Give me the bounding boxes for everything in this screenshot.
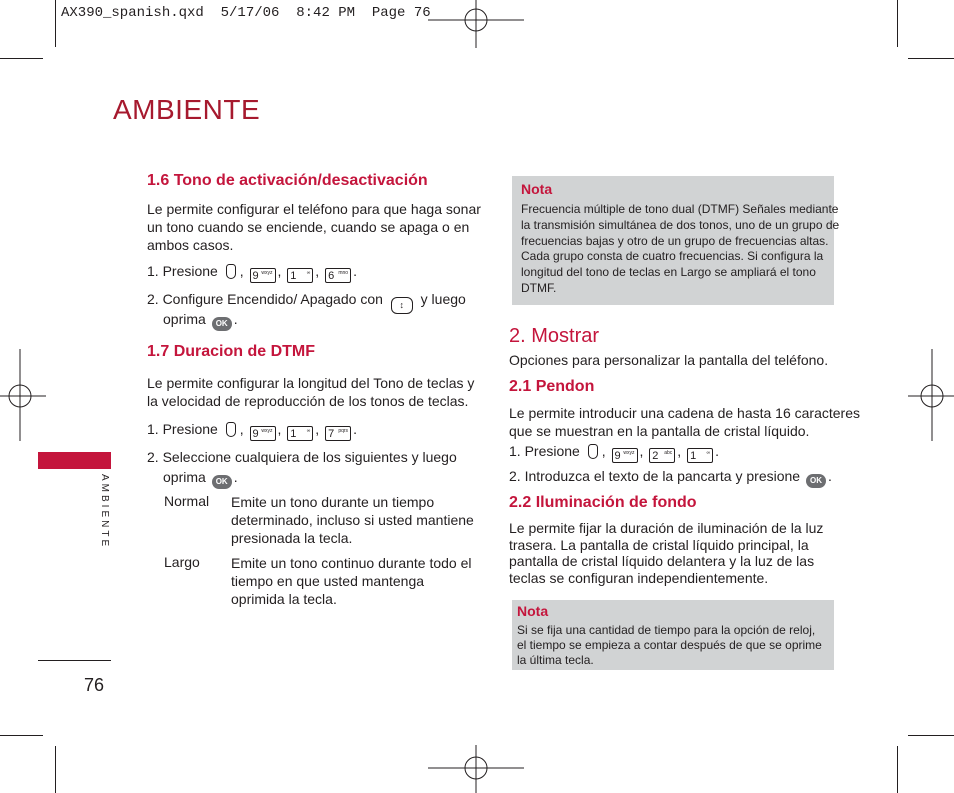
step-text: con: [360, 291, 383, 307]
menu-key-icon: [226, 422, 236, 437]
step-text: oprima: [163, 469, 206, 485]
note-line: DTMF.: [521, 280, 557, 295]
section-1-6-step-2-cont: [163, 310, 238, 331]
key-1-icon: [287, 426, 313, 441]
key-letters: ∞: [306, 270, 311, 276]
key-letters: mno: [338, 270, 349, 276]
note-line: frecuencias bajas y otro de un grupo de frecuencias altas.: [521, 233, 829, 248]
separator: .: [233, 469, 238, 485]
side-tab-bar: [38, 452, 111, 469]
intro-line: Le permite configurar la longitud del Tono de teclas y: [147, 375, 475, 391]
page-number: 76: [84, 675, 105, 695]
key-letters: wxyz: [623, 450, 635, 456]
separator: .: [233, 311, 238, 327]
separator: .: [353, 263, 357, 279]
crop-mark-icon: [908, 735, 954, 736]
menu-key-icon: [588, 444, 598, 459]
intro-line: la velocidad de reproducción de los tonos de teclas.: [147, 393, 469, 409]
key-digit: 7: [328, 428, 335, 440]
separator: .: [715, 443, 719, 459]
step-text: 2. Configure: [147, 291, 224, 307]
intro-line: Le permite fijar la duración de iluminación de la luz: [509, 520, 824, 536]
section-heading-1-6: 1.6 Tono de activación/desactivación: [147, 172, 428, 189]
crop-mark-icon: [897, 0, 898, 47]
key-letters: wxyz: [261, 270, 273, 276]
intro-line: Le permite introducir una cadena de hasta 16 caracteres: [509, 405, 860, 421]
registration-mark-icon: [428, 0, 524, 48]
note-title: Nota: [517, 603, 549, 619]
key-digit: 9: [614, 450, 621, 462]
section-1-7-step-2: [147, 448, 457, 467]
separator: .: [353, 421, 357, 437]
key-digit: 9: [252, 270, 259, 282]
key-digit: 1: [290, 270, 297, 282]
note-line: Cada grupo consta de cuatro frecuencias. Si configura la: [521, 249, 824, 264]
registration-mark-icon: [0, 349, 46, 441]
side-tab-label: AMBIENTE: [99, 474, 110, 550]
intro-line: ambos casos.: [147, 237, 234, 253]
menu-key-icon: [226, 264, 236, 279]
desc-line: Emite un tono durante un tiempo: [231, 494, 435, 510]
separator: ,: [315, 421, 320, 437]
option-on: Encendido: [227, 291, 294, 307]
desc-line: tiempo en que usted mantenga: [231, 573, 425, 589]
key-9-icon: [250, 268, 276, 283]
step-text: 2. Introduzca el texto de la pancarta y presione: [509, 468, 801, 484]
key-9-icon: [250, 426, 276, 441]
option-off: Apagado: [300, 291, 357, 307]
crop-mark-icon: [0, 58, 43, 59]
section-2-1-step-2: [509, 467, 832, 488]
section-2-1-step-1: [509, 442, 719, 463]
ok-key-icon: OK: [212, 475, 232, 489]
note-title: Nota: [521, 181, 553, 197]
separator: ,: [315, 263, 320, 279]
slug-line: AX390_spanish.qxd 5/17/06 8:42 PM Page 76: [61, 5, 431, 21]
step-text: 1. Presione: [509, 443, 580, 459]
separator: ,: [277, 421, 282, 437]
option-desc-normal: [231, 493, 474, 547]
intro-line: un tono cuando se enciende, cuando se apaga o en: [147, 219, 470, 235]
note-line: Si se fija una cantidad de tiempo para la opción de reloj,: [517, 623, 816, 637]
separator: ,: [601, 443, 606, 459]
separator: ,: [639, 443, 644, 459]
key-6-icon: [325, 268, 351, 283]
key-digit: 2: [652, 450, 659, 462]
key-digit: 1: [290, 428, 297, 440]
key-1-icon: [687, 448, 713, 463]
note-line: la transmisión simultánea de dos tonos, uno de un grupo de: [521, 217, 840, 232]
key-9-icon: [612, 448, 638, 463]
note-line: Frecuencia múltiple de tono dual (DTMF) Señales mediante: [521, 202, 839, 216]
section-1-6-intro: [147, 200, 481, 254]
separator: .: [827, 468, 832, 484]
section-heading-1-7: 1.7 Duracion de DTMF: [147, 343, 316, 360]
note-body: [521, 202, 839, 297]
section-2-1-intro: [509, 404, 860, 440]
note-line: longitud del tono de teclas en Largo se ampliará el tono: [521, 265, 816, 280]
key-letters: wxyz: [261, 428, 273, 434]
desc-line: oprimida la tecla.: [231, 591, 337, 607]
option-desc-largo: [231, 554, 472, 608]
key-digit: 1: [690, 450, 697, 462]
step-text: 1. Presione: [147, 263, 218, 279]
intro-line: pantalla de cristal líquido delantera y la luz de las: [509, 553, 815, 569]
step-text: y luego: [420, 291, 466, 307]
separator: ,: [239, 263, 244, 279]
option-term-largo: Largo: [164, 554, 200, 570]
nav-key-icon: ↕: [391, 297, 413, 314]
key-2-icon: [649, 448, 675, 463]
step-text: oprima: [163, 311, 206, 327]
desc-line: determinado, incluso si usted mantiene: [231, 512, 474, 528]
note-line: la última tecla.: [517, 653, 594, 667]
option-term-normal: Normal: [164, 493, 210, 509]
registration-mark-icon: [908, 349, 954, 441]
registration-mark-icon: [428, 745, 524, 793]
desc-line: Emite un tono continuo durante todo el: [231, 555, 472, 571]
section-1-7-intro: [147, 374, 474, 410]
crop-mark-icon: [897, 746, 898, 793]
section-1-7-step-2-cont: [163, 468, 238, 489]
key-letters: pqrs: [338, 428, 349, 434]
section-2-intro: Opciones para personalizar la pantalla del teléfono.: [509, 352, 829, 368]
key-letters: ∞: [706, 450, 711, 456]
ok-key-icon: OK: [212, 317, 232, 331]
ok-key-icon: OK: [806, 474, 826, 488]
desc-line: presionada la tecla.: [231, 530, 353, 546]
section-heading-2-1: 2.1 Pendon: [509, 378, 595, 395]
key-1-icon: [287, 268, 313, 283]
section-1-6-step-1: [147, 262, 357, 283]
key-digit: 9: [252, 428, 259, 440]
key-letters: ∞: [306, 428, 311, 434]
page-title: AMBIENTE: [113, 94, 261, 125]
crop-mark-icon: [908, 58, 954, 59]
crop-mark-icon: [55, 746, 56, 793]
note-line: el tiempo se empieza a contar después de que se oprime: [517, 638, 822, 652]
key-letters: abc: [664, 450, 673, 456]
intro-line: teclas se configuran independientemente.: [509, 569, 769, 586]
intro-line: que se muestran en la pantalla de cristal líquido.: [509, 423, 810, 439]
key-digit: 6: [328, 270, 335, 282]
key-7-icon: [325, 426, 351, 441]
crop-mark-icon: [0, 735, 43, 736]
step-text: 2. Seleccione cualquiera de los siguientes y luego: [147, 449, 457, 465]
section-2-2-intro: [509, 520, 823, 586]
separator: ,: [277, 263, 282, 279]
note-body: [517, 623, 822, 668]
separator: ,: [677, 443, 682, 459]
crop-mark-icon: [55, 0, 56, 47]
section-heading-2-2: 2.2 Iluminación de fondo: [509, 494, 697, 511]
intro-line: trasera. La pantalla de cristal líquido principal, la: [509, 536, 809, 553]
section-heading-2: 2. Mostrar: [509, 325, 600, 347]
footer-rule: [38, 660, 111, 661]
step-text: 1. Presione: [147, 421, 218, 437]
separator: ,: [239, 421, 244, 437]
intro-line: Le permite configurar el teléfono para que haga sonar: [147, 201, 481, 217]
section-1-7-step-1: [147, 420, 357, 441]
separator: /: [293, 291, 298, 307]
